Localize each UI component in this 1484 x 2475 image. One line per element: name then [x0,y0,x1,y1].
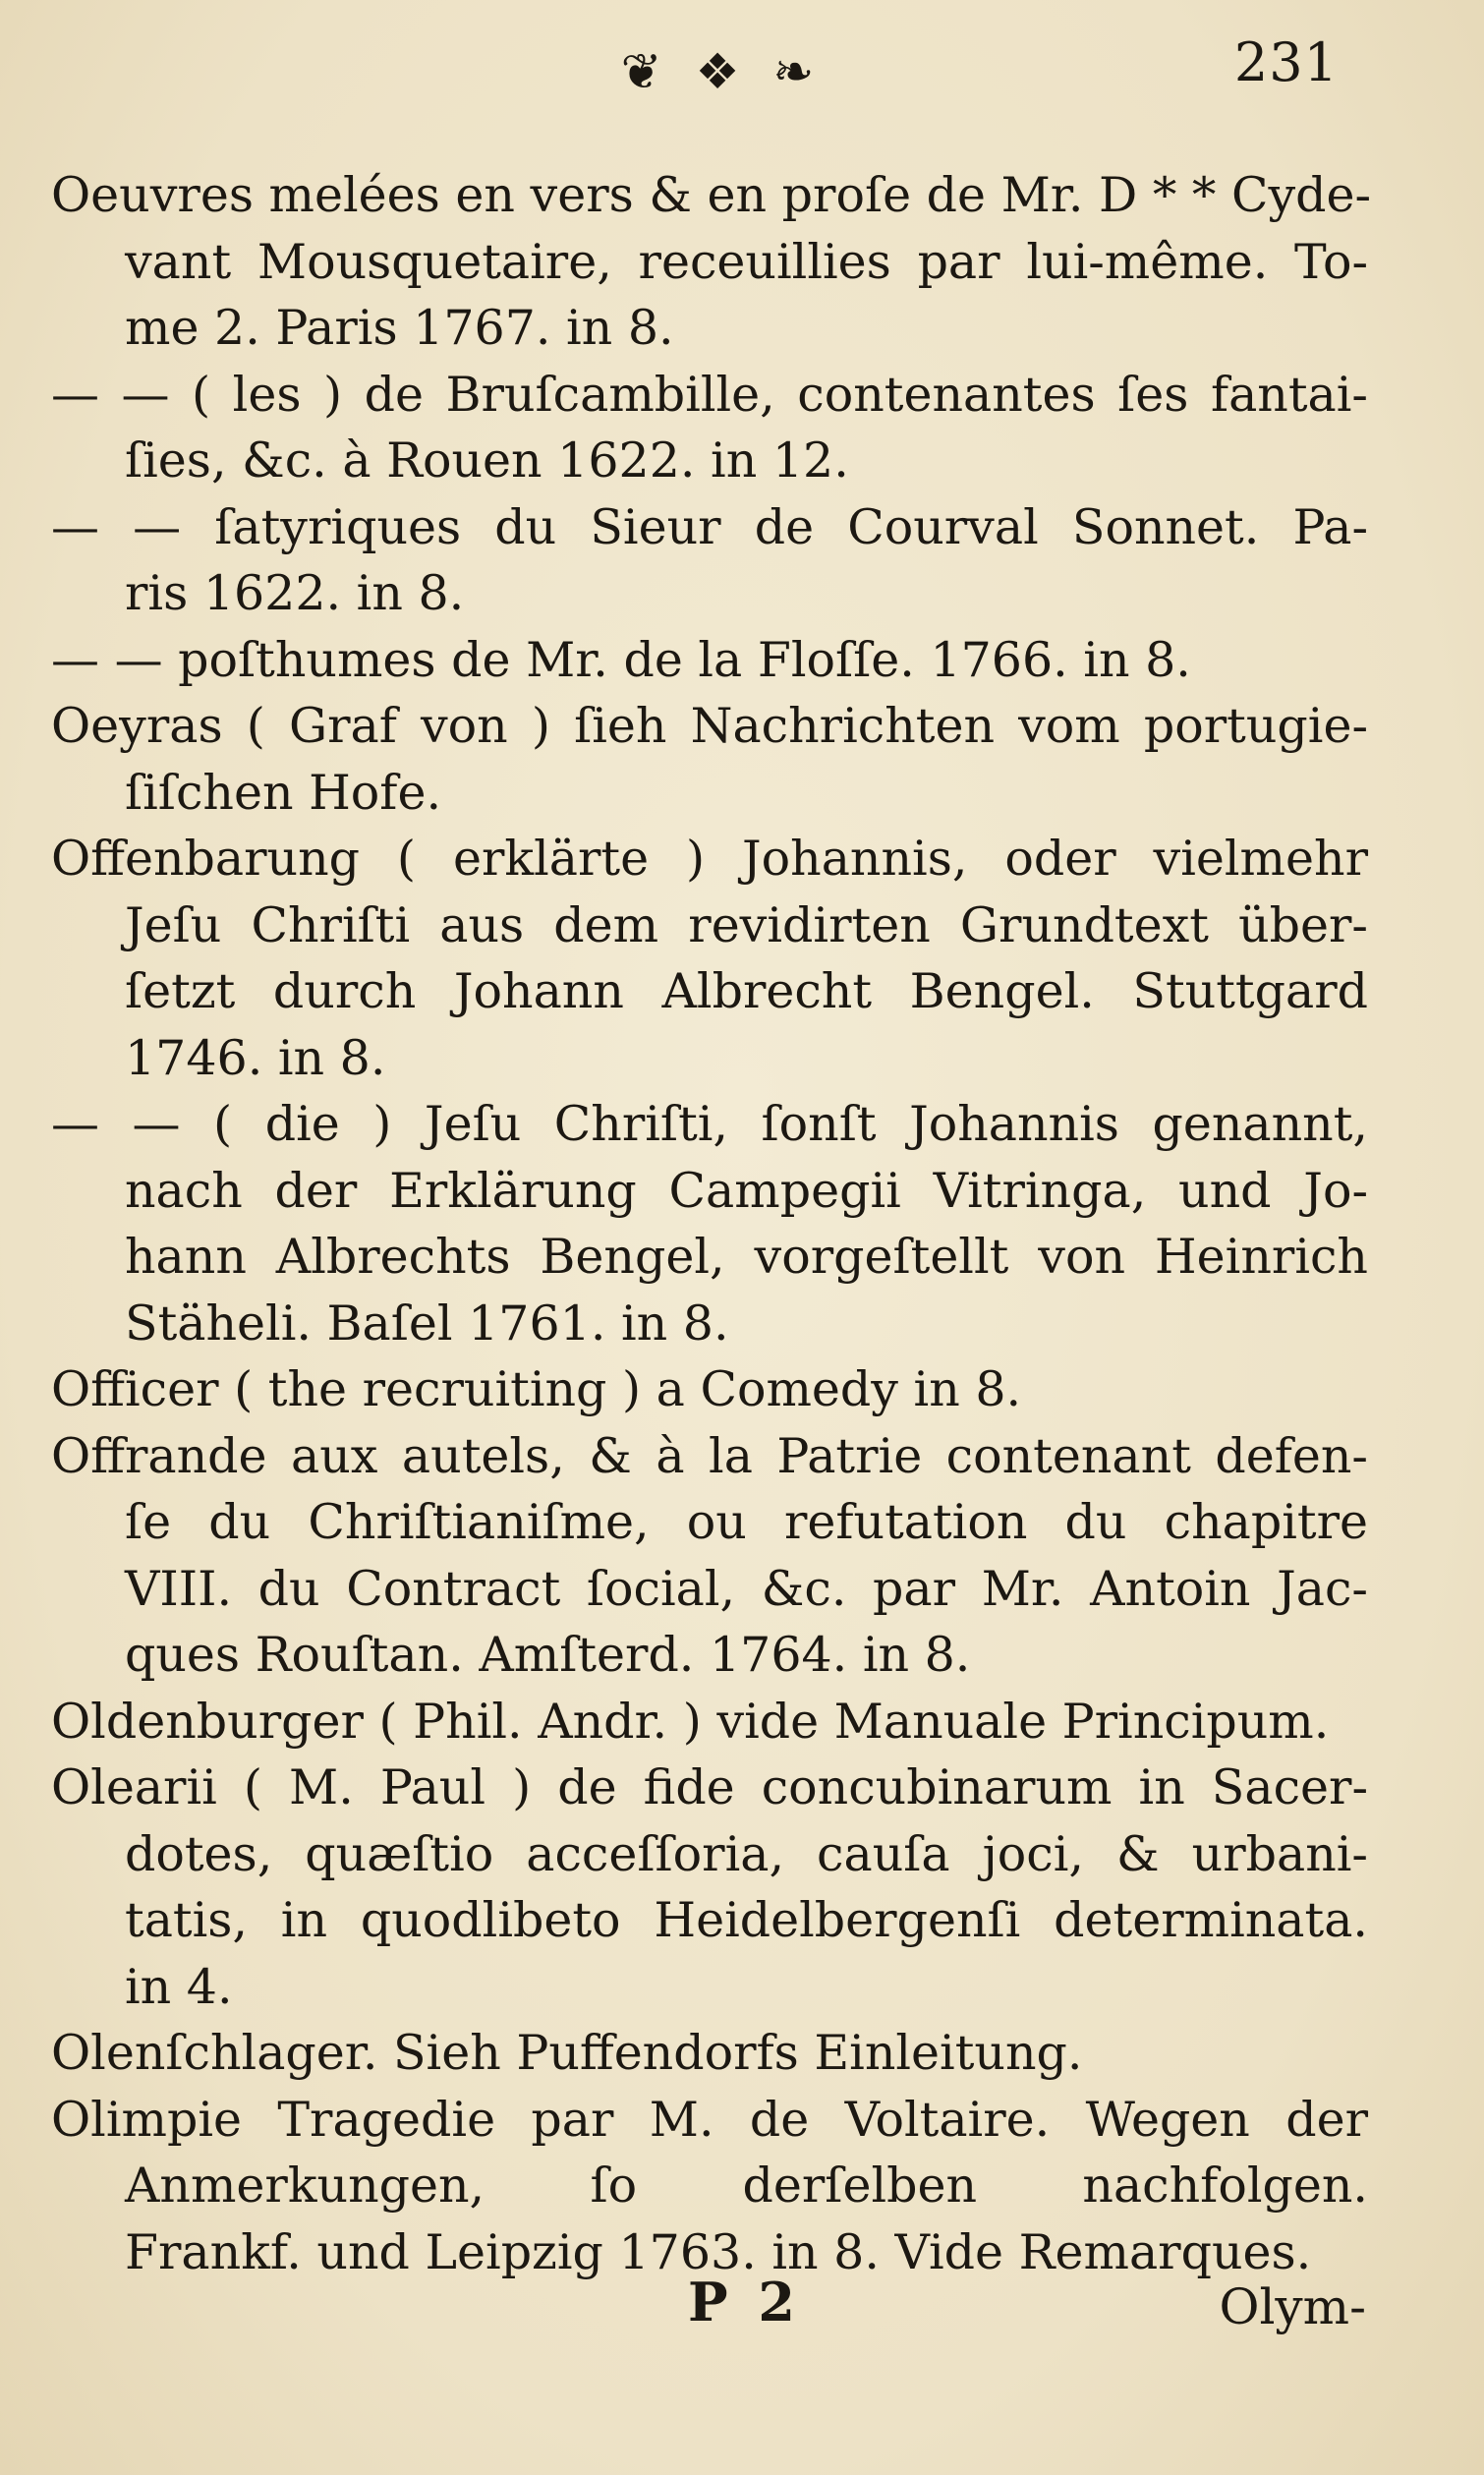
entry-line: Oldenburger ( Phil. Andr. ) vide Manuale Principum. [51,1693,1330,1750]
catalogue-entry [51,494,1368,627]
entry-line: VIII. du Contract ſocial, &c. par Mr. Antoin Jac- [125,1560,1368,1617]
entry-line: Olimpie Tragedie par M. de Voltaire. Wegen der [51,2091,1368,2148]
catalogue-entry [51,627,1368,694]
fleuron-center-icon: ❖ [695,43,740,100]
catalogue-entry [51,1091,1368,1356]
entry-line: Officer ( the recruiting ) a Comedy in 8. [51,1361,1022,1417]
entry-line: me 2. Paris 1767. in 8. [125,300,674,356]
entry-line: nach der Erklärung Campegii Vitringa, und Jo- [125,1162,1368,1219]
entry-line: Stäheli. Baſel 1761. in 8. [125,1295,729,1352]
entry-line: ſies, &c. à Rouen 1622. in 12. [125,432,849,489]
entry-line: — — poſthumes de Mr. de la Floſſe. 1766. in 8. [51,631,1191,688]
catalogue-entry [51,1356,1368,1423]
entry-line: ques Rouſtan. Amſterd. 1764. in 8. [125,1627,971,1683]
catalogue-entry [51,826,1368,1091]
entry-line: — — ( die ) Jeſu Chriſti, ſonſt Johannis genannt, [51,1096,1368,1152]
page-number: 231 [1233,31,1339,93]
catalogue-entry [51,1755,1368,2020]
entry-line: tatis, in quodlibeto Heidelbergenſi determinata. [125,1892,1368,1948]
entry-line: Frankf. und Leipzig 1763. in 8. Vide Remarques. [125,2223,1312,2280]
entry-line: ſe du Chriſtianiſme, ou refutation du chapitre [125,1494,1368,1550]
catalogue-entry [51,1689,1368,1756]
entry-line: dotes, quæſtio acceſſoria, cauſa joci, & urbani- [125,1825,1368,1882]
entry-line: — — ( les ) de Bruſcambille, contenantes ſes fantai- [51,366,1368,423]
entry-line: Anmerkungen, ſo derſelben nachfolgen. [125,2158,1368,2214]
entry-line: vant Mousquetaire, receuillies par lui-même. To- [125,233,1368,290]
catalogue-entries [51,162,1372,2285]
entry-line: Offrande aux autels, & à la Patrie contenant defen- [51,1427,1368,1484]
entry-line: hann Albrechts Bengel, vorgeſtellt von Heinrich [125,1229,1368,1285]
entry-line: Offenbarung ( erklärte ) Johannis, oder vielmehr [51,831,1368,887]
fleuron-right-icon: ❧ [772,43,815,100]
entry-line: — — ſatyriques du Sieur de Courval Sonnet. Pa- [51,498,1368,555]
entry-line: Jeſu Chriſti aus dem revidirten Grundtext über- [125,896,1368,953]
entry-line: ſetzt durch Johann Albrecht Bengel. Stuttgard [125,963,1368,1019]
signature-mark: P 2 [688,2271,801,2333]
catalogue-entry [51,1423,1368,1689]
entry-line: Oeuvres melées en vers & en proſe de Mr. D * * Cyde- [51,167,1372,223]
catalogue-entry [51,2087,1368,2286]
catalogue-entry [51,362,1368,494]
catalogue-entry [51,162,1372,362]
header-ornament [531,37,904,106]
catchword: Olym- [1219,2278,1366,2335]
entry-line: ris 1622. in 8. [125,565,465,621]
catalogue-entry [51,2020,1368,2087]
entry-line: ſiſchen Hofe. [125,764,442,821]
catalogue-entry [51,693,1368,826]
entry-line: 1746. in 8. [125,1029,386,1086]
entry-line: Oeyras ( Graf von ) ſieh Nachrichten vom portugie- [51,698,1368,754]
entry-line: Olearii ( M. Paul ) de fide concubinarum in Sacer- [51,1759,1368,1815]
entry-line: Olenſchlager. Sieh Puffendorfs Einleitung. [51,2025,1083,2081]
fleuron-left-icon: ❦ [620,43,662,100]
entry-line: in 4. [125,1958,233,2015]
